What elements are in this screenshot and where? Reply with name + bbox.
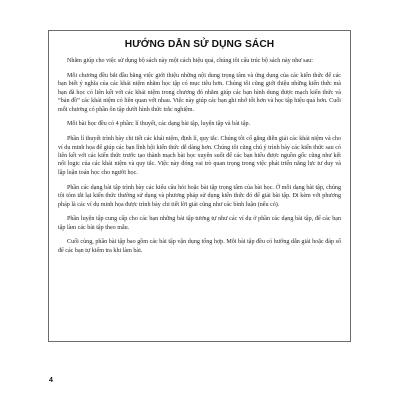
paragraph-exercises: Cuối cùng, phần bài tập bao gồm các bài tập vận dụng tổng hợp. Mỗi bài tập đều có hướng dẫn giải hoặc đáp số để các bạn tự kiểm tra khi làm bài. <box>58 239 341 254</box>
paragraph-exercise-types: Phần các dạng bài tập trình bày các kiểu câu hỏi hoặc bài tập trọng tâm của bài học. Ở mỗi dạng bài tập, chúng tôi tóm tắt lại kiến thức thường sử dụng và phương pháp sử dụng kiến thức đó để giải bài tập. Đi kèm với phương pháp là các ví dụ minh họa được trình bày chi tiết lời giải cũng như các bình luận (nếu có). <box>58 184 341 208</box>
content-frame <box>48 30 351 342</box>
page-title: HƯỚNG DẪN SỬ DỤNG SÁCH <box>124 39 275 50</box>
paragraph-theory: Phần lí thuyết trình bày chi tiết các khái niệm, định lí, quy tắc. Chúng tôi cố gắng diễn giải các khái niệm và cho ví dụ minh họa để giúp các bạn lĩnh hội kiến thức dễ dàng hơn. Chúng tôi cũng chú ý trình bày các kiến thức sau có liên kết với các kiến thức trước tạo thành mạch bài học xuyên suốt để các bạn hiểu được nguồn gốc cũng như kết nối logic của các khái niệm và quy tắc. Việc này đóng vai trò quan trọng trong việc phát triển năng lực tư duy và lập luận toán học cho người học. <box>58 136 341 176</box>
paragraph-lesson-parts: Mỗi bài học đều có 4 phần: lí thuyết, các dạng bài tập, luyện tập và bài tập. <box>67 121 251 128</box>
paragraph-chapters: Mỗi chương đều bắt đầu bằng việc giới thiệu những nội dung trọng tâm và ứng dụng của các kiến thức để các bạn biết ý nghĩa của các khái niệm nhằm học tập có mục tiêu hơn. Chúng tôi cũng giới thiệu những kiến thức mà bạn đã học có liên kết với các khái niệm trong chương đó nhằm giúp các bạn hình dung được mạch kiến thức và “bản đồ” các khái niệm có liên quan với nhau. Việc này giúp các bạn ghi nhớ tốt hơn và học tập hiệu quả hơn. Cuối mỗi chương có phần ôn tập dưới hình thức trắc nghiệm. <box>58 72 341 113</box>
paragraph-intro: Nhằm giúp cho việc sử dụng bộ sách này một cách hiệu quả, chúng tôi cấu trúc bộ sách này như sau: <box>67 58 313 64</box>
page-number: 4 <box>49 377 53 384</box>
paragraph-practice: Phần luyện tập cung cấp cho các bạn những bài tập tương tự như các ví dụ ở phần các dạng bài tập, để các bạn tập làm các bài tập theo mẫu. <box>58 216 341 231</box>
